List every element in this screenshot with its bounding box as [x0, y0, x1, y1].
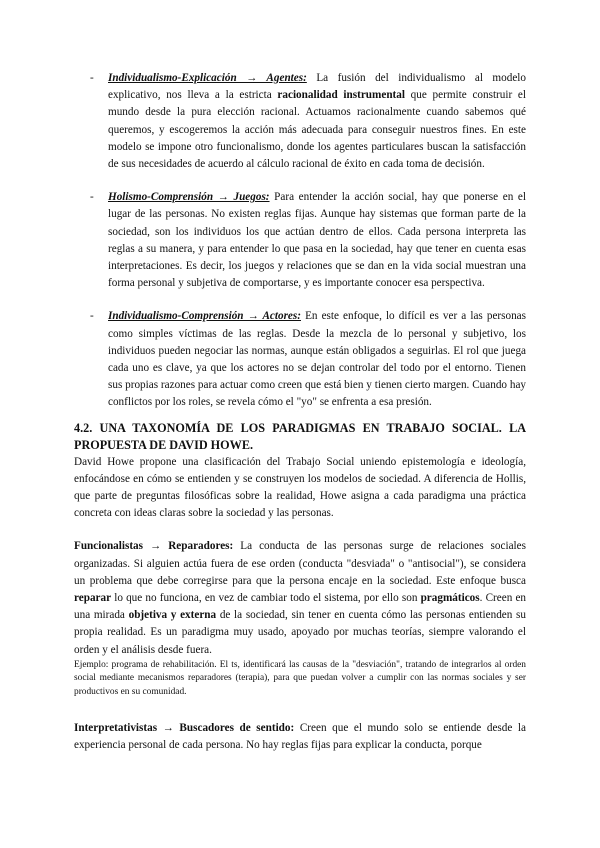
bullet-title: Individualismo-Explicación → Agentes: [108, 72, 307, 84]
interpretativistas-paragraph: Interpretativistas → Buscadores de sentido: Creen que el mundo solo se entiende desde la experiencia personal de cada persona. No hay reglas fijas para explicar la conducta, porque [74, 721, 526, 751]
bullet-dash: - [90, 310, 94, 323]
page-content [74, 70, 526, 754]
paradigm-title: Interpretativistas → Buscadores de sentido: [74, 721, 295, 734]
bullet-agentes [74, 70, 526, 173]
bullet-title: Holismo-Comprensión → Juegos: [108, 191, 270, 204]
bullet-text: Individualismo-Comprensión → Actores: En este enfoque, lo difícil es ver a las personas como simples víctimas de las reglas. Desde la mezcla de lo personal y subjetivo, los individuos pueden negociar las normas, aunque están obligados a seguirlas. El rol que juega cada uno es clave, ya que los actores no se dejan controlar del todo por el entorno. Tienen sus propias razones para actuar como creen que está bien y tienen cierto margen. Cuando hay conflictos por los roles, se revela cómo el "yo" se enfrenta a esa presión. [108, 310, 526, 409]
bullet-dash: - [90, 191, 94, 204]
bullet-actores [74, 308, 526, 411]
bold-term: racionalidad instrumental [277, 89, 405, 102]
section-intro: David Howe propone una clasificación del Trabajo Social uniendo epistemología e ideología, enfocándose en cómo se entienden y se construyen los modelos de sociedad. A diferencia de Hollis, que parte de preguntas filosóficas sobre la realidad, Howe asigna a cada paradigma una práctica concreta con ideas claras sobre la sociedad y las personas. [74, 455, 526, 520]
bullet-juegos [74, 189, 526, 292]
bullet-text: Individualismo-Explicación → Agentes: La fusión del individualismo al modelo explicativo, nos lleva a la estricta racionalidad instrumental que permite construir el mundo desde la pura elección racional. Actuamos racionalmente cuando sabemos qué queremos, y escogeremos la acción más adecuada para conseguir nuestros fines. En este modelo se impone otro funcionalismo, donde los agentes particulares buscan la satisfacción de sus necesidades de acuerdo al cálculo racional de éxito en cada toma de decisión. [108, 72, 526, 171]
bullet-text: Holismo-Comprensión → Juegos: Para entender la acción social, hay que ponerse en el lugar de las personas. No existen reglas fijas. Aunque hay sistemas que forman parte de la sociedad, son los individuos los que actúan dentro de ellos. Cada persona interpreta las reglas a su manera, y para entender lo que pasa en la sociedad, hay que tener en cuenta esas interpretaciones. Es decir, los juegos y relaciones que se dan en la vida social muestran una forma personal y subjetiva de comportarse, y es importante conocer esa perspectiva. [108, 191, 526, 290]
section-heading: 4.2. UNA TAXONOMÍA DE LOS PARADIGMAS EN TRABAJO SOCIAL. LA PROPUESTA DE DAVID HOWE. [74, 420, 526, 452]
bullet-title: Individualismo-Comprensión → Actores: [108, 310, 301, 323]
bullet-dash: - [90, 72, 94, 84]
funcionalistas-paragraph: Funcionalistas → Reparadores: La conducta de las personas surge de relaciones sociales organizadas. Si alguien actúa fuera de ese orden (conducta "desviada" o "antisocial"), se considera un problema que debe corregirse para que la persona encaje en la sociedad. Este enfoque busca reparar lo que no funciona, en vez de cambiar todo el sistema, por ello son pragmáticos. Creen en una mirada objetiva y externa de la sociedad, sin tener en cuenta cómo las personas entienden su propia realidad. Es un paradigma muy usado, apoyado por muchas teorías, siempre valorando el orden y el análisis desde fuera. [74, 540, 526, 656]
example-note: Ejemplo: programa de rehabilitación. El ts, identificará las causas de la "desviación", tratando de integrarlos al orden social mediante mecanismos reparadores (terapia), para que puedan volver a cumplir con las normas sociales y ser productivos en su comunidad. [74, 659, 526, 698]
paradigm-title: Funcionalistas → Reparadores: [74, 540, 234, 553]
